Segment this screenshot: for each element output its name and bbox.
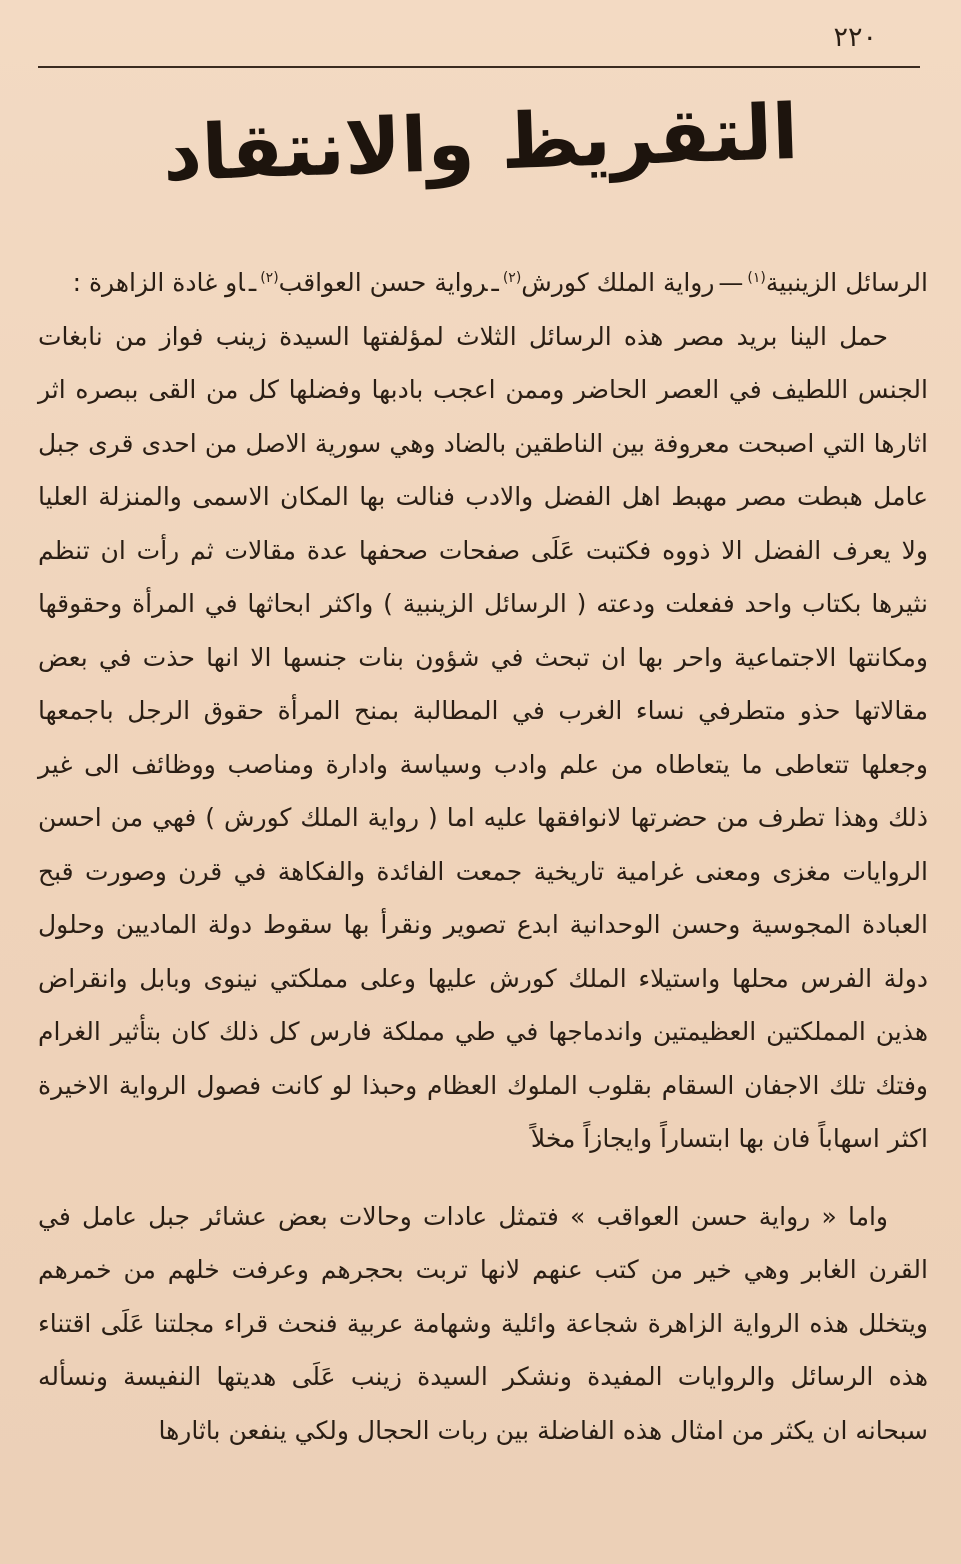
- footnote-marker-3: (٢): [260, 270, 279, 286]
- work-title-3: رواية حسن العواقب: [278, 268, 488, 297]
- separator-2: ـ: [491, 268, 499, 297]
- separator-3: ـ: [248, 268, 257, 297]
- work-title-2: رواية الملك كورش: [521, 268, 715, 297]
- review-article: [38, 256, 928, 1457]
- footnote-marker-1: (١): [747, 270, 766, 286]
- work-title-4: او غادة الزاهرة :: [72, 268, 245, 297]
- page-number: ٢٢٠: [833, 22, 877, 53]
- body-paragraph-2: واما « رواية حسن العواقب » فتمثل عادات وحالات بعض عشائر جبل عامل في القرن الغابر وهي خير من كتب عنهم لانها تربت بحجرهم وعرفت خلهم من خمرهم ويتخلل هذه الرواية الزاهرة شجاعة وائلية وشهامة عربية فنحث قراء مجلتنا عَلَى اقتناء هذه الرسائل والروايات المفيدة ونشكر السيدة زينب عَلَى هديتها النفيسة ونسأله سبحانه ان يكثر من امثال هذه الفاضلة بين ربات الحجال ولكي ينفعن باثارها: [38, 1201, 928, 1445]
- reviewed-works-heading: [38, 256, 928, 310]
- body-paragraph-1: حمل الينا بريد مصر هذه الرسائل الثلاث لمؤلفتها السيدة زينب فواز من نابغات الجنس اللطيف في العصر الحاضر وممن اعجب بادبها وفضلها كل من القى ببصره اثر اثارها التي اصبحت معروفة بين الناطقين بالضاد وهي سورية الاصل من احدى قرى جبل عامل هبطت مصر مهبط اهل الفضل والادب فنالت بها المكان الاسمى والمنزلة العليا ولا يعرف الفضل الا ذووه فكتبت عَلَى صفحات صحفها عدة مقالات ثم رأت ان تنظم نثيرها بكتاب واحد ففعلت ودعته ( الرسائل الزينبية ) واكثر ابحاثها في المرأة وحقوقها ومكانتها الاجتماعية واحر بها ان تبحث في شؤون بنات جنسها الا انها حذت في بعض مقالاتها حذو متطرفي نساء الغرب في المطالبة بمنح المرأة حقوق الرجل باجمعها وجعلها تتعاطى ما يتعاطاه من علم وادب وسياسة وادارة ومناصب ووظائف الى غير ذلك وهذا تطرف من حضرتها لانوافقها عليه اما ( رواية الملك كورش ) فهي من احسن الروايات مغزى ومعنى غرامية تاريخية جمعت الفائدة والفكاهة في قرن وصورت قبح العبادة المجوسية وحسن الوحدانية ابدع تصوير ونقرأ بها سقوط دولة الماديين وحلول دولة الفرس محلها واستيلاء الملك كورش عليها وعلى مملكتي نينوى وبابل وانقراض هذين المملكتين العظيمتين واندماجها في طي مملكة فارس كل ذلك كان بتأثير الغرام وفتك تلك الاجفان السقام بقلوب الملوك العظام وحبذا لو كانت فصول الرواية الاخيرة اكثر اسهاباً فان بها ابتساراً وايجازاً مخلاً: [38, 321, 928, 1153]
- footnote-marker-2: (٢): [502, 270, 522, 286]
- separator-1: —: [718, 268, 744, 297]
- section-title: التقريظ والانتقاد: [161, 86, 800, 199]
- header-rule: [38, 66, 920, 68]
- work-title-1: الرسائل الزينبية: [765, 268, 928, 297]
